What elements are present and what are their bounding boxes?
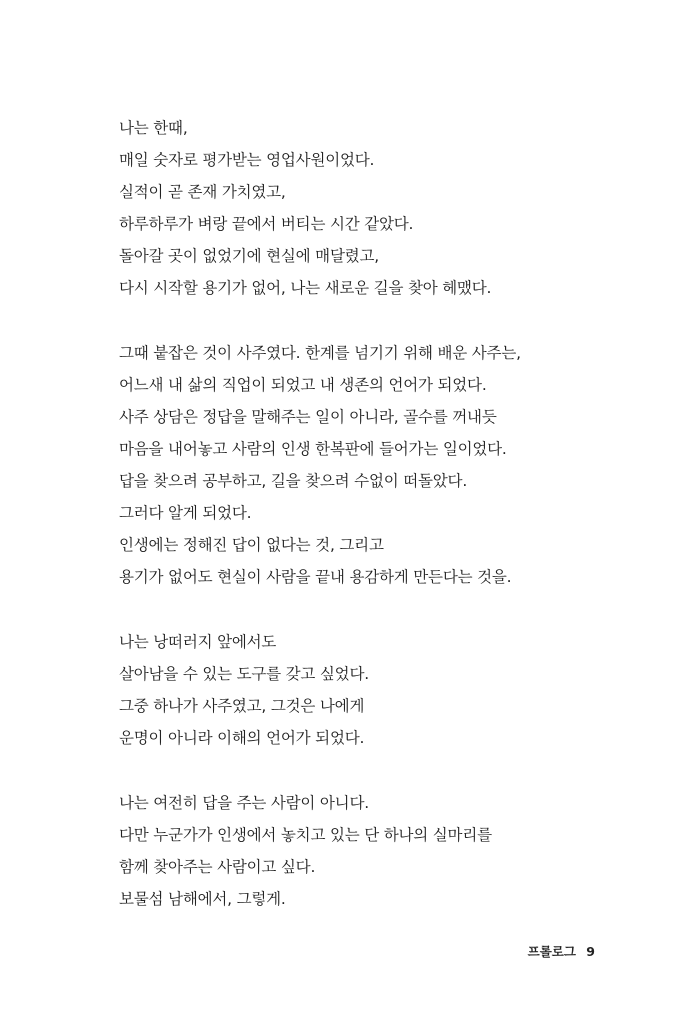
text-line: 매일 숫자로 평가받는 영업사원이었다.	[119, 151, 375, 169]
text-line: 보물섬 남해에서, 그렇게.	[119, 890, 286, 908]
text-line: 다시 시작할 용기가 없어, 나는 새로운 길을 찾아 헤맸다.	[119, 279, 492, 297]
text-line: 답을 찾으려 공부하고, 길을 찾으려 수없이 떠돌았다.	[119, 472, 468, 490]
page-number: 9	[586, 944, 595, 959]
prologue-text	[119, 112, 659, 948]
text-line: 돌아갈 곳이 없었기에 현실에 매달렸고,	[119, 247, 380, 265]
text-line: 실적이 곧 존재 가치였고,	[119, 183, 286, 201]
text-line: 그러다 알게 되었다.	[119, 504, 252, 522]
text-line: 함께 찾아주는 사람이고 싶다.	[119, 858, 316, 876]
page-footer	[528, 942, 595, 960]
text-line: 어느새 내 삶의 직업이 되었고 내 생존의 언어가 되었다.	[119, 376, 487, 394]
text-line: 마음을 내어놓고 사람의 인생 한복판에 들어가는 일이었다.	[119, 440, 507, 458]
section-title: 프롤로그	[527, 944, 576, 959]
text-line: 사주 상담은 정답을 말해주는 일이 아니라, 골수를 꺼내듯	[119, 408, 497, 426]
stanza-2	[119, 337, 659, 593]
text-line: 나는 낭떠러지 앞에서도	[119, 633, 277, 651]
text-line: 그때 붙잡은 것이 사주였다. 한계를 넘기기 위해 배운 사주는,	[119, 344, 521, 362]
text-line: 운명이 아니라 이해의 언어가 되었다.	[119, 729, 365, 747]
text-line: 나는 한때,	[119, 119, 188, 137]
text-line: 살아남을 수 있는 도구를 갖고 싶었다.	[119, 665, 369, 683]
text-line: 그중 하나가 사주였고, 그것은 나에게	[119, 697, 365, 715]
stanza-3	[119, 626, 659, 754]
text-line: 다만 누군가가 인생에서 놓치고 있는 단 하나의 실마리를	[119, 826, 492, 844]
text-line: 나는 여전히 답을 주는 사람이 아니다.	[119, 794, 369, 812]
text-line: 용기가 없어도 현실이 사람을 끝내 용감하게 만든다는 것을.	[119, 568, 512, 586]
text-line: 하루하루가 벼랑 끝에서 버티는 시간 같았다.	[119, 215, 414, 233]
stanza-4	[119, 787, 659, 915]
text-line: 인생에는 정해진 답이 없다는 것, 그리고	[119, 536, 384, 554]
stanza-1	[119, 112, 659, 304]
